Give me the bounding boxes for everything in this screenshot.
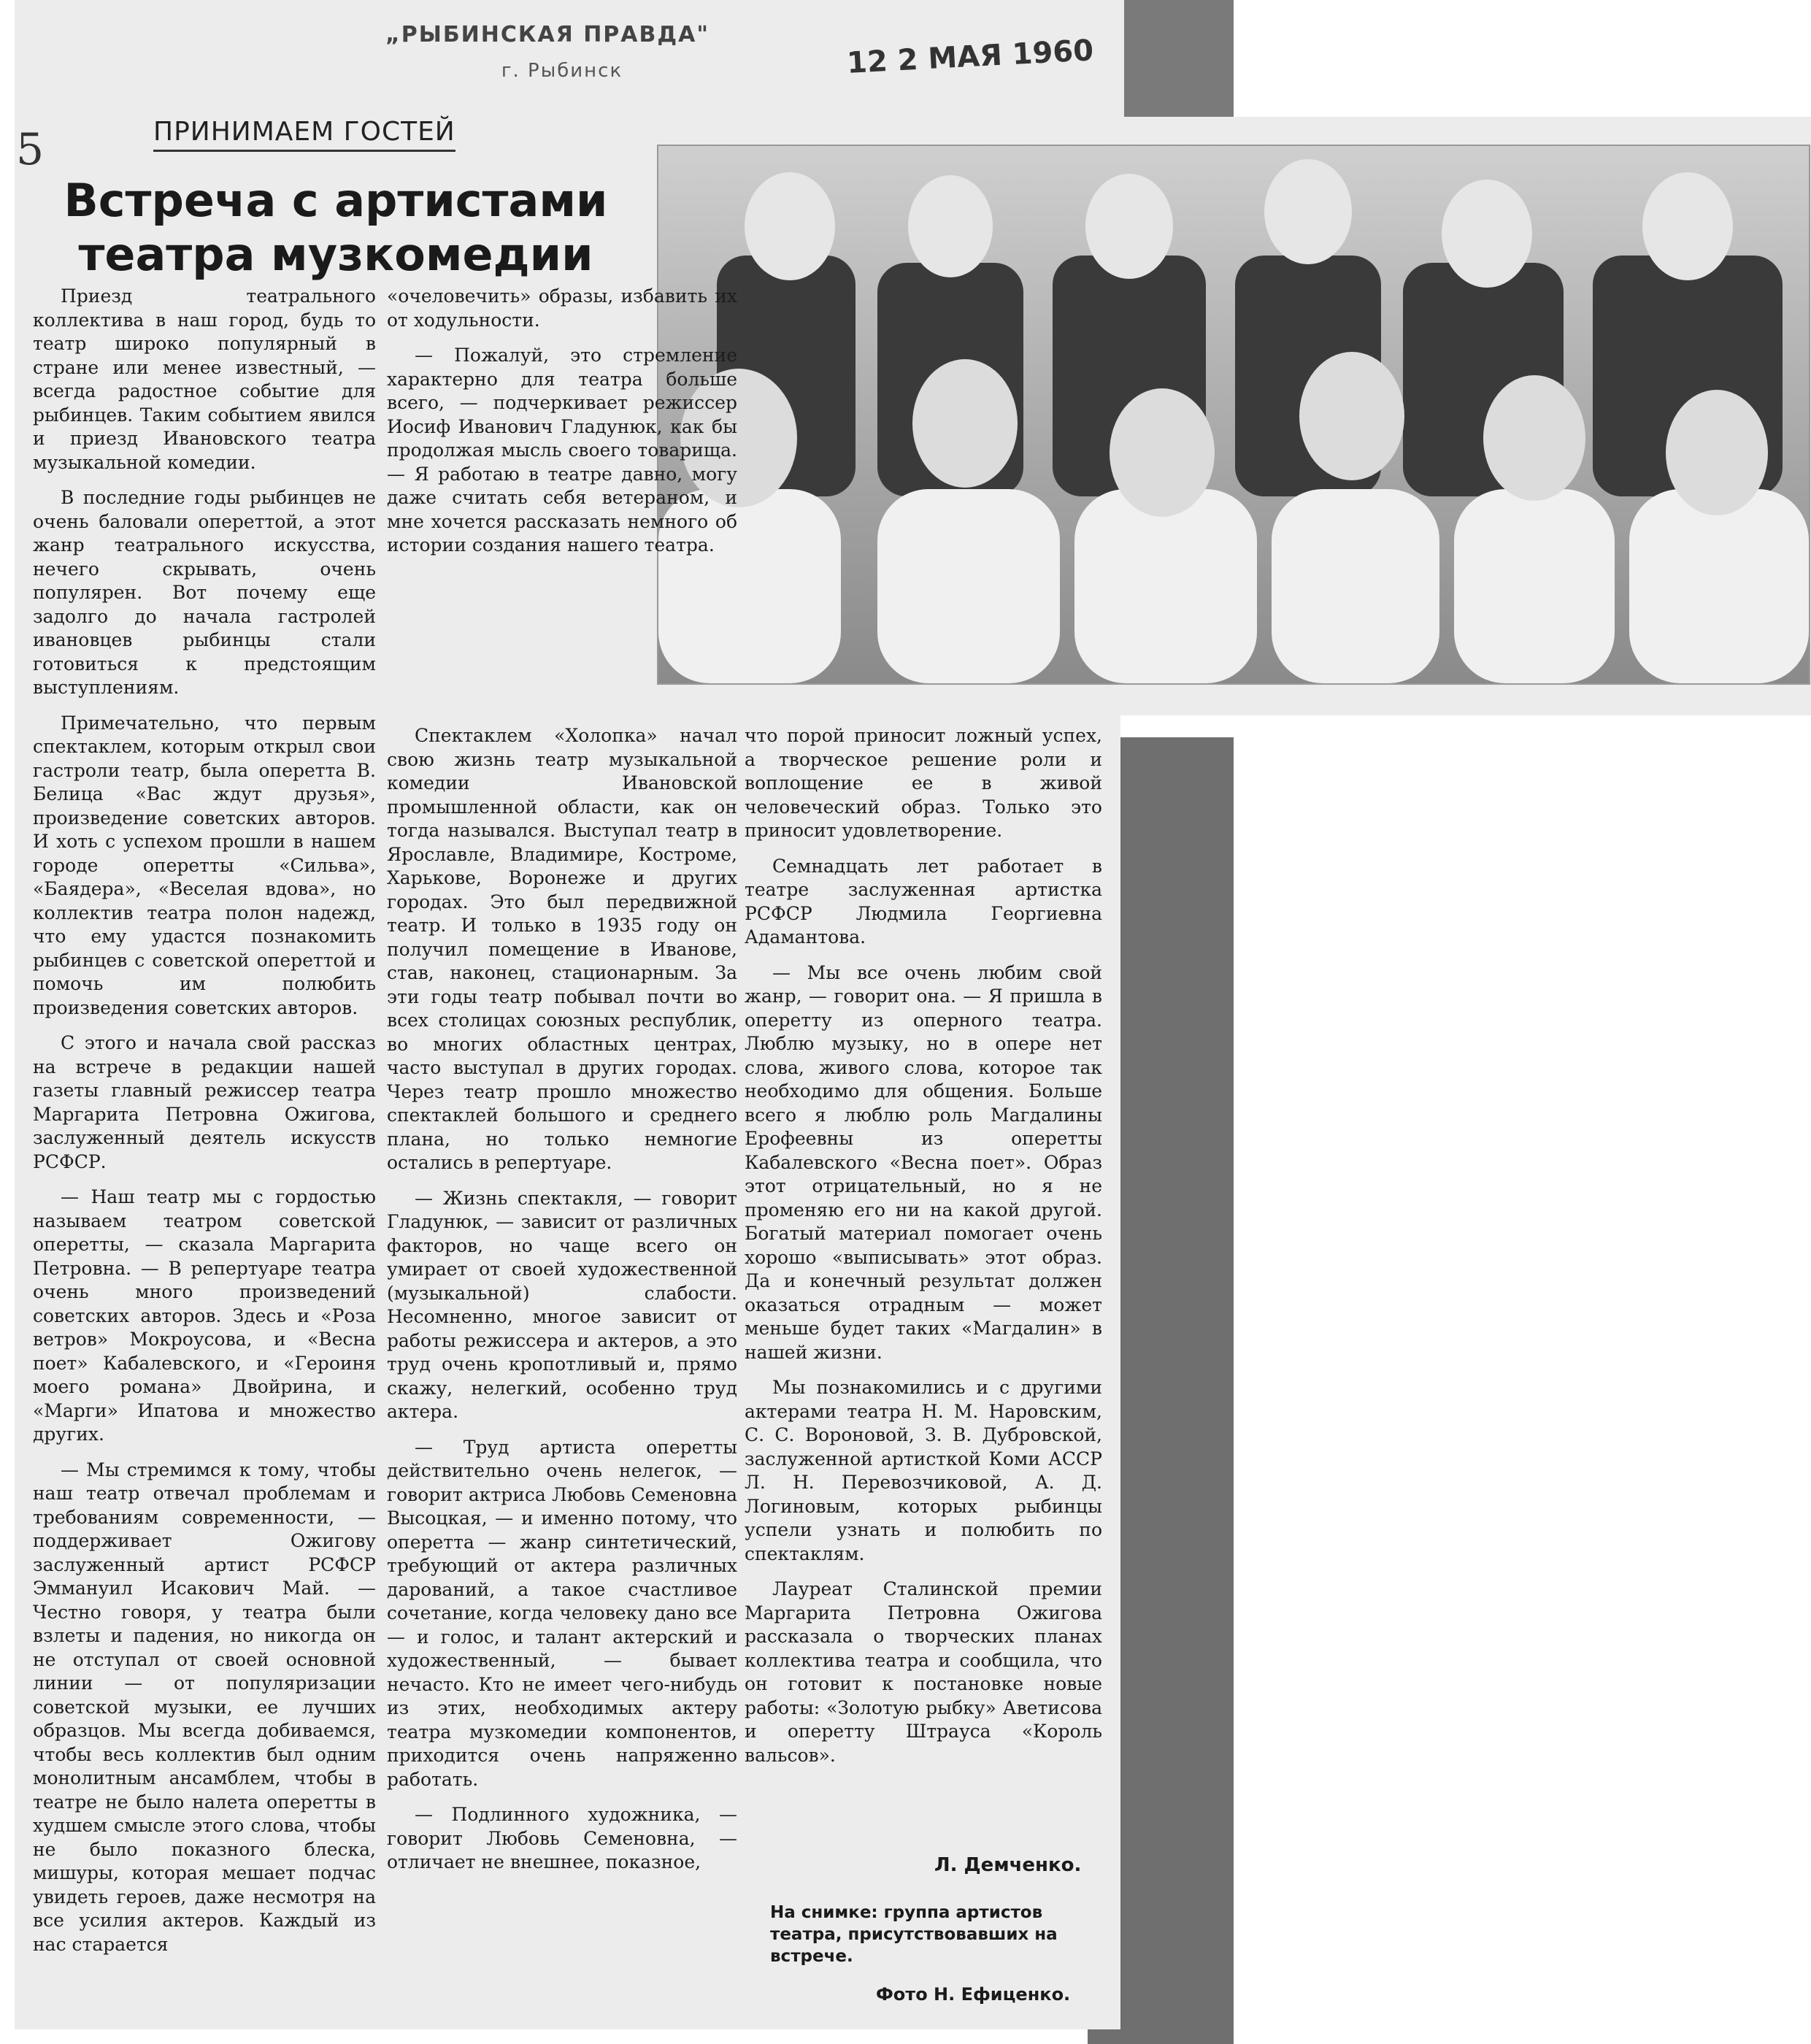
paragraph: Приезд театрального коллектива в наш город, будь то театр широко популярный в стране или менее известный, — всегда радостное событие для рыбинцев. Таким событием явился и приезд Ивановского театра музыкальной комедии. — [33, 285, 376, 473]
headline-line-2: театра музкомедии — [78, 228, 593, 281]
paragraph: — Жизнь спектакля, — говорит Гладунюк, — зависит от различных факторов, но чаще всего он умирает от своей художественной (музыкальной) слабости. Несомненно, многое зависит от работы режиссера и актеров, а это труд очень кропотливый и, прямо скажу, нелегкий, особенно труд актера. — [387, 1187, 737, 1422]
article-column-1 — [33, 285, 376, 1956]
paragraph: В последние годы рыбинцев не очень баловали опереттой, а этот жанр театрального искусства, нечего скрывать, очень популярен. Вот почему еще задолго до начала гастролей ивановцев рыбинцы стали готовиться к предстоящим выступлениям. — [33, 487, 376, 698]
paragraph: «очеловечить» образы, избавить их от ходульности. — [387, 285, 737, 331]
newspaper-city: г. Рыбинск — [501, 60, 623, 82]
scan-background-top — [1124, 0, 1234, 124]
paragraph: Семнадцать лет работает в театре заслуженная артистка РСФСР Людмила Георгиевна Адамантова. — [745, 855, 1102, 948]
paragraph: Мы познакомились и с другими актерами театра Н. М. Наровским, С. С. Вороновой, З. В. Дубровской, заслуженной артисткой Коми АССР Л. Н. Перевозчиковой, А. Д. Логиновым, которых рыбинцы успели узнать и полюбить по спектаклям. — [745, 1377, 1102, 1564]
paragraph: Примечательно, что первым спектаклем, которым открыл свои гастроли театр, была оперетта В. Белица «Вас ждут друзья», произведение советских авторов. И хоть с успехом прошли в нашем городе оперетты «Сильва», «Баядера», «Веселая вдова», но коллектив театра полон надежд, что ему удастся познакомить рыбинцев с советской опереттой и помочь им полюбить произведения советских авторов. — [33, 712, 376, 1018]
paragraph: — Пожалуй, это стремление характерно для театра больше всего, — подчеркивает режиссер Иосиф Иванович Гладунюк, как бы продолжая мысль своего товарища. — Я работаю в театре давно, могу даже считать себя ветераном, и мне хочется рассказать немного об истории создания нашего театра. — [387, 345, 737, 556]
article-column-2-top — [387, 285, 737, 558]
photo-credit: Фото Н. Ефиценко. — [876, 1984, 1071, 2005]
paragraph: — Наш театр мы с гордостью называем театром советской оперетты, — сказала Маргарита Петровна. — В репертуаре театра очень много произведений советских авторов. Здесь и «Роза ветров» Мокроусова, и «Весна поет» Кабалевского, и «Героиня моего романа» Двойрина, и «Марги» Ипатова и множество других. — [33, 1186, 376, 1445]
paragraph: Лауреат Сталинской премии Маргарита Петровна Ожигова рассказала о творческих планах коллектива театра и сообщила, что он готовит к постановке новые работы: «Золотую рыбку» Аветисова и оперетту Штрауса «Король вальсов». — [745, 1578, 1102, 1766]
paragraph: — Мы стремимся к тому, чтобы наш театр отвечал проблемам и требованиям современности, — поддерживает Ожигову заслуженный артист РСФСР Эммануил Исакович Май. — Честно говоря, у театра были взлеты и падения, но никогда он не отступал от своей основной линии — от популяризации советской музыки, ее лучших образцов. Мы всегда добиваемся, чтобы весь коллектив был одним монолитным ансамблем, чтобы в театре не было налета оперетты в худшем смысле этого слова, чтобы не было показного блеска, мишуры, которая мешает подчас увидеть героев, даже несмотря на все усилия актеров. Каждый из нас старается — [33, 1459, 376, 1955]
article-column-3 — [745, 724, 1102, 1767]
paragraph: С этого и начала свой рассказ на встрече в редакции нашей газеты главный режиссер театра Маргарита Петровна Ожигова, заслуженный деятель искусств РСФСР. — [33, 1032, 376, 1172]
group-photo-image — [658, 146, 1809, 683]
photo-caption: На снимке: группа артистов театра, присутствовавших на встрече. — [770, 1903, 1058, 1966]
paragraph: — Мы все очень любим свой жанр, — говорит она. — Я пришла в оперетту из оперного театра. Люблю музыку, но в опере нет слова, живого слова, которое так необходимо для общения. Больше всего я люблю роль Магдалины Ерофеевны из оперетты Кабалевского «Весна поет». Образ этот отрицательный, но я не променяю его ни на какой другой. Богатый материал помогает очень хорошо «выписывать» этот образ. Да и конечный результат должен оказаться отрадным — может меньше будет таких «Магдалин» в нашей жизни. — [745, 961, 1102, 1363]
paragraph: Спектаклем «Холопка» начал свою жизнь театр музыкальной комедии Ивановской промышленной области, как он тогда назывался. Выступал театр в Ярославле, Владимире, Костроме, Харькове, Воронеже и других городах. Это был передвижной театр. И только в 1935 году он получил помещение в Иванове, став, наконец, стационарным. За эти годы театр побывал почти во всех столицах союзных республик, во многих областных центрах, часто выступал в других городах. Через театр прошло множество спектаклей большого и среднего плана, но только немногие остались в репертуаре. — [387, 725, 737, 1173]
group-photo — [657, 145, 1810, 685]
paragraph: — Подлинного художника, — говорит Любовь Семеновна, — отличает не внешнее, показное, — [387, 1804, 737, 1872]
headline-line-1: Встреча с артистами — [64, 174, 608, 227]
handwritten-number: 5 — [16, 124, 45, 175]
date-stamp: 12 2 МАЯ 1960 — [846, 34, 1095, 80]
article-headline — [44, 174, 628, 282]
section-rubric: ПРИНИМАЕМ ГОСТЕЙ — [153, 117, 455, 152]
article-column-2-bottom — [387, 724, 737, 1875]
article-byline: Л. Демченко. — [934, 1854, 1082, 1876]
paragraph: — Труд артиста оперетты действительно очень нелегок, — говорит актриса Любовь Семеновна Высоцкая, — и именно потому, что оперетта — жанр синтетический, требующий от актера различных дарований, а такое счастливое сочетание, когда человеку дано все — и голос, и талант актерский и художественный, — бывает нечасто. Кто не имеет чего-нибудь из этих, необходимых актеру театра музкомедии компонентов, приходится очень напряженно работать. — [387, 1436, 737, 1790]
paragraph: что порой приносит ложный успех, а творческое решение роли и воплощение ее в живой человеческий образ. Только это приносит удовлетворение. — [745, 725, 1102, 841]
newspaper-masthead: „РЫБИНСКАЯ ПРАВДА" — [385, 22, 710, 47]
